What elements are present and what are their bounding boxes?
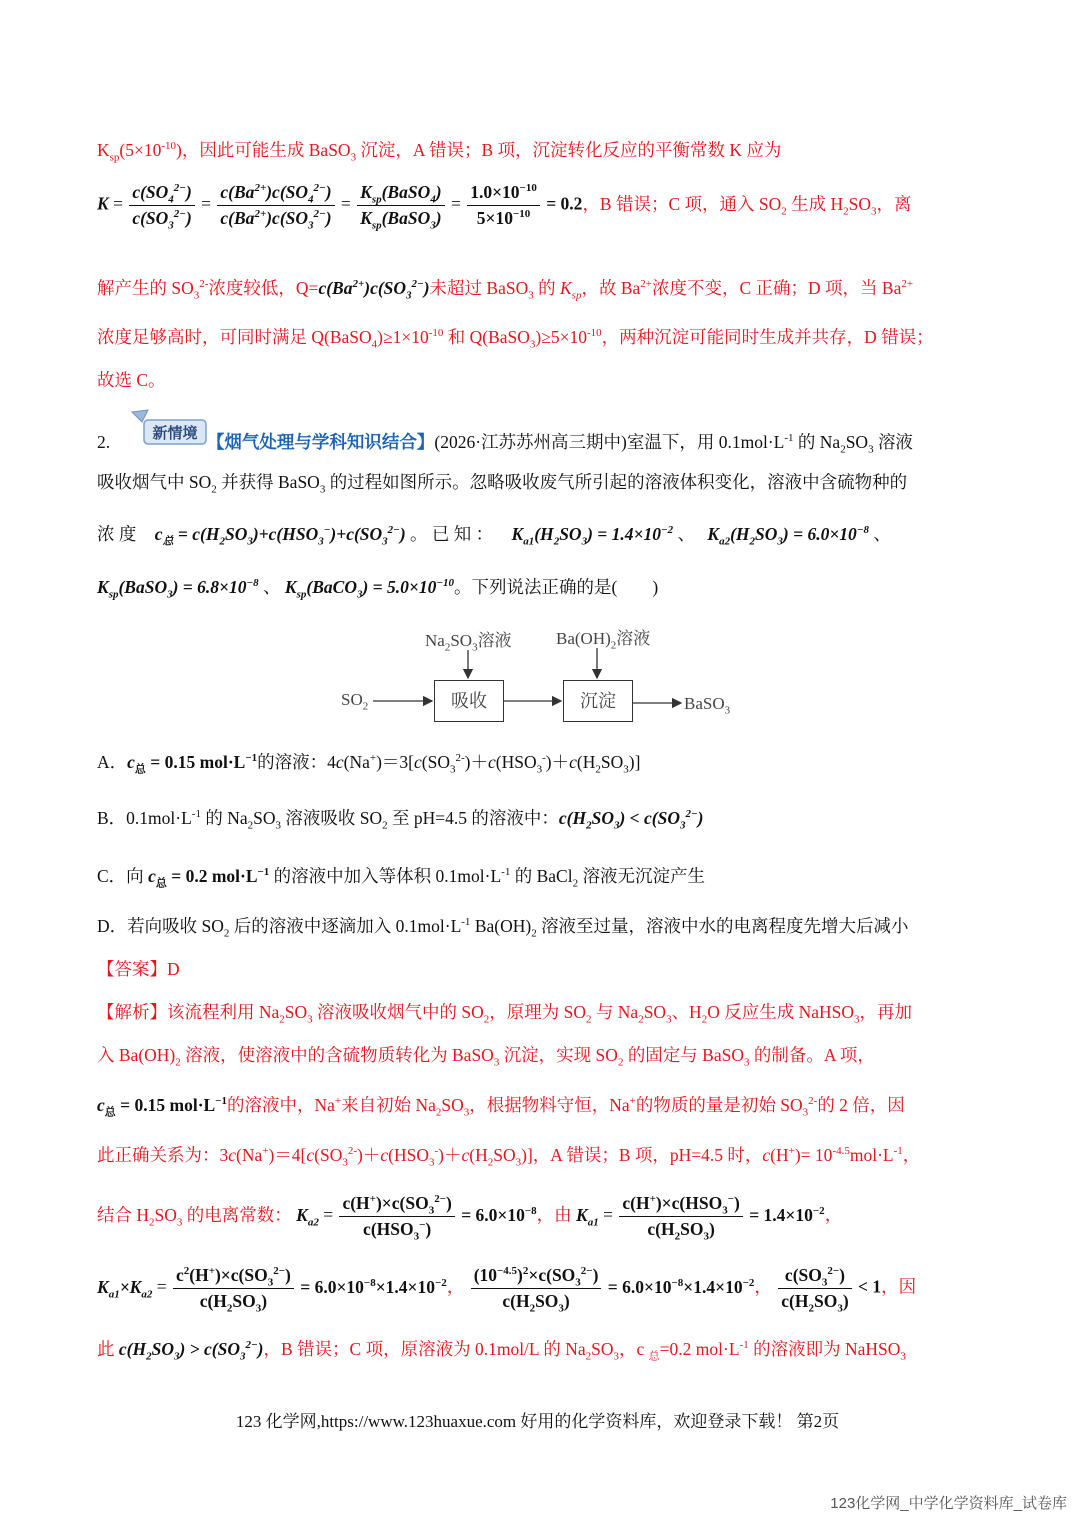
input-na2so3: $Na_2SO_3$溶液 [425,631,512,654]
analysis-line-5: 故选 C。 [97,370,166,390]
question-2-line-2: 吸收烟气中 $SO_2$ 并获得 BaSO$_3$ 的过程如图所示。忽略吸收废气所引起的溶液体积变化，溶液中含硫物种的 [97,472,908,496]
diagram-arrows [0,0,1075,760]
analysis-line-1: $K_{sp}(5\times 10^{-10})$，因此可能生成 BaSO$_3$ 沉淀，A 错误；B 项，沉淀转化反应的平衡常数 K 应为 [97,140,782,164]
question-2-line-4: $K_{sp}(BaSO_3) = 6.8\times 10^{-8}$ 、 $K_{sp}(BaCO_3) = 5.0\times 10^{-10}$。下列说法正确的是( ) [97,577,659,601]
question-number: 2. [97,432,111,452]
option-c: C．向 $c_总 = 0.2$ $mol\cdot L^{-1}$ 的溶液中加入等体积 $0.1mol\cdot L^{-1}$ 的 BaCl$_2$ 溶液无沉淀产生 [97,866,705,890]
analysis-2-line-7: 此 $c(H_2SO_3) > c(SO_3^{2-})$，B 错误；C 项，原溶液为 0.1mol/L 的 $Na_2SO_3$，c $_总$=0.2 $mol\cdot L^{-1}$ 的溶液即为 NaHSO$_3$ [97,1339,906,1363]
svg-text:新情境: 新情境 [152,424,198,442]
ka-product-equations: $K_{a1}\times K_{a2}$ = $\frac{c^2(H^+)\times c(SO_3^{2-})}{c(H_2SO_3)}$ = $6.0\times 10^{-8}\times 1.4\times 10^{-2}$， $\frac{(10^{-4.5})^2\times c(SO_3^{2-})}{c(H_2SO_3)}$ = $6.0\times 10^{-8}\times 1.4\times 10^{-2}$， $\frac{c(SO_3^{2-})}{c(H_2SO_3)}$ < 1，因 [97,1265,917,1315]
answer-label: 【答案】D [97,959,180,979]
question-tag: 【烟气处理与学科知识结合】 [206,432,435,452]
analysis-2-line-2: 入 $Ba(OH)_2$ 溶液，使溶液中的含硫物质转化为 BaSO$_3$ 沉淀，实现 $SO_2$ 的固定与 BaSO$_3$ 的制备。A 项， [97,1045,875,1069]
analysis-2-line-1: 【解析】该流程利用 $Na_2SO_3$ 溶液吸收烟气中的 $SO_2$，原理为 $SO_2$ 与 $Na_2SO_3$、$H_2O$ 反应生成 NaHSO$_3$，再加 [97,1002,913,1026]
input-baoh2: $Ba(OH)_2$溶液 [556,629,651,652]
product-baso3: BaSO$_3$ [684,694,731,717]
question-2-line-3: 浓 度 $c_总 = c(H_2SO_3)+c(HSO_3^-)+c(SO_3^{2-})$ 。 已 知 ： $K_{a1}(H_2SO_3) = 1.4\times 10^{-2}$ 、 $K_{a2}(H_2SO_3) = 6.0\times 10^{-8}$ 、 [97,524,891,548]
option-a: A．$c_总 = 0.15$ $mol\cdot L^{-1}$的溶液：$4c(Na^+)=3[c(SO_3^{2-})+c(HSO_3^-)+c(H_2SO_3)]$ [97,752,641,776]
k-equation: K = $\frac{c(SO_4^{2-})}{c(SO_3^{2-})}$ = $\frac{c(Ba^{2+})c(SO_4^{2-})}{c(Ba^{2+})c(SO_3^{2-})}$ = $\frac{K_{sp}(BaSO_4)}{K_{sp}(BaSO_3)}$ = $\frac{1.0\times 10^{-10}}{5\times 10^{-10}}$ = 0.2，B 错误；C 项，通入 $SO_2$ 生成 $H_2SO_3$，离 [97,182,912,232]
analysis-line-4: 浓度足够高时，可同时满足 $Q(BaSO_4)\ge 1\times 10^{-10}$ 和 $Q(BaSO_3)\ge 5\times 10^{-10}$，两种沉淀可能同时生成并共存，D 错误； [97,327,934,351]
question-2-line-1: 2. 【烟气处理与学科知识结合】(2026·江苏苏州高三期中)室温下，用 $0.1mol\cdot L^{-1}$ 的 $Na_2SO_3$ 溶液 [97,432,913,456]
precipitate-box: 沉淀 [563,680,633,722]
ka-equations: 结合 $H_2SO_3$ 的电离常数： $K_{a2}$ = $\frac{c(H^+)\times c(SO_3^{2-})}{c(HSO_3^-)}$ = $6.0\times 10^{-8}$，由 $K_{a1}$ = $\frac{c(H^+)\times c(HSO_3^-)}{c(H_2SO_3)}$ = $1.4\times 10^{-2}$， [97,1193,843,1243]
analysis-2-line-4: 此正确关系为：$3c(Na^+)=4[c(SO_3^{2-})+c(HSO_3^-)+c(H_2SO_3)]$，A 错误；B 项，pH=4.5 时，$c(H^+)= 10^{-4.5}mol\cdot L^{-1}$， [97,1145,921,1169]
watermark: 123化学网_中学化学资料库_试卷库 [830,1495,1067,1512]
option-d: D．若向吸收 $SO_2$ 后的溶液中逐滴加入 $0.1mol\cdot L^{-1}$ $Ba(OH)_2$ 溶液至过量，溶液中水的电离程度先增大后减小 [97,916,909,940]
analysis-line-3: 解产生的 $SO_3^{2-}$浓度较低，$Q=c(Ba^{2+})c(SO_3^{2-})$未超过 BaSO$_3$ 的 $K_{sp}$，故 $Ba^{2+}$浓度不变，C 正确；D 项，当 $Ba^{2+}$ [97,278,914,302]
page-footer: 123 化学网,https://www.123huaxue.com 好用的化学资料库，欢迎登录下载！ 第2页 [235,1412,840,1431]
question-source: (2026·江苏苏州高三期中) [434,432,627,452]
option-b: B．$0.1mol\cdot L^{-1}$ 的 $Na_2SO_3$ 溶液吸收 $SO_2$ 至 pH=4.5 的溶液中：$c(H_2SO_3) < c(SO_3^{2-})$ [97,808,704,832]
analysis-2-line-3: $c_总 = 0.15$ $mol\cdot L^{-1}$的溶液中，Na+来自初始 $Na_2SO_3$，根据物料守恒，Na+的物质的量是初始 $SO_3^{2-}$的 2 倍，因 [97,1095,905,1119]
absorb-box: 吸收 [434,680,504,722]
input-so2: $SO_2$ [341,690,369,713]
